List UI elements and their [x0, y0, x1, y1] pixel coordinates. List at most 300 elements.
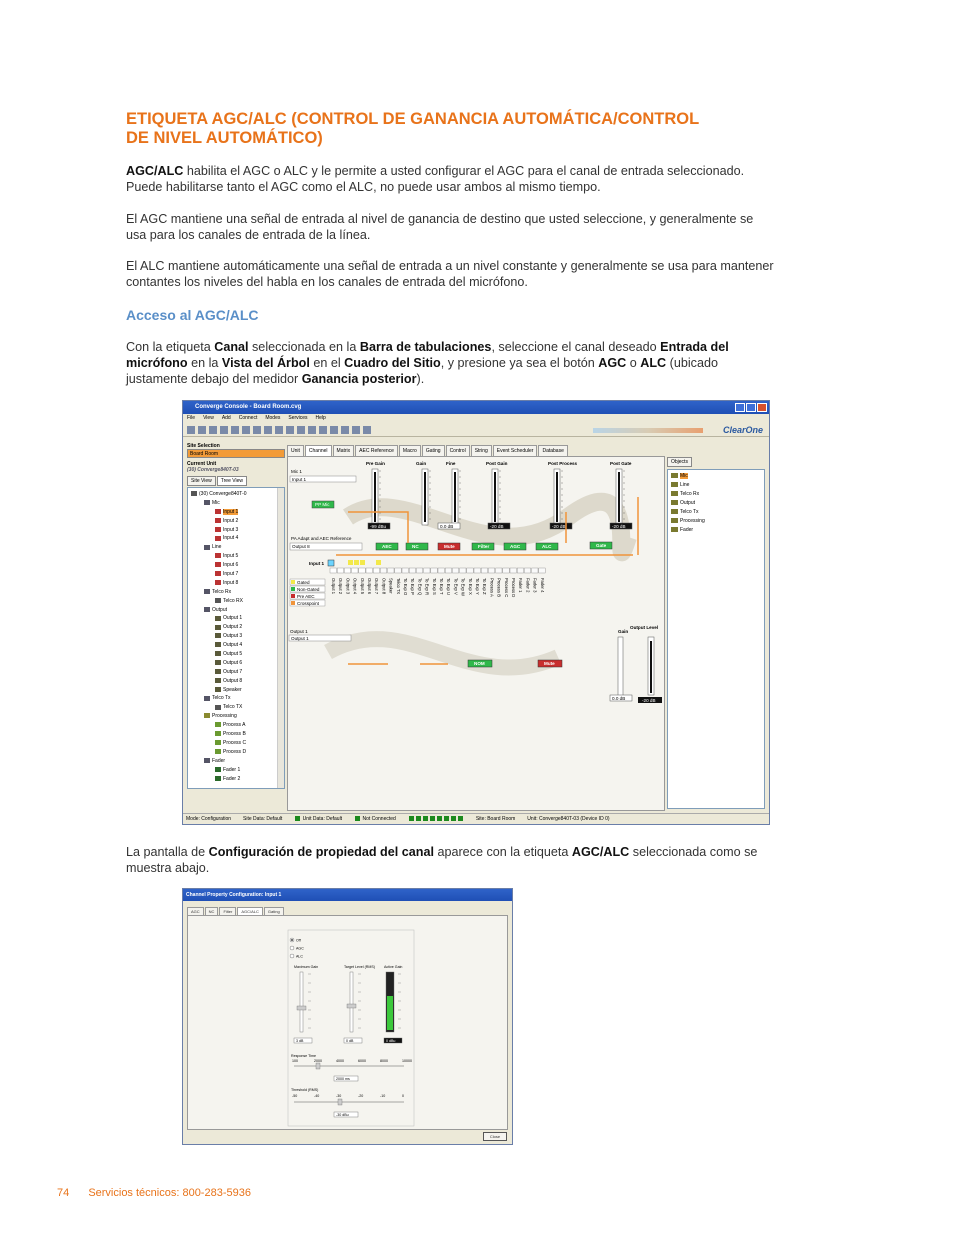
main-tab[interactable]: AEC Reference [355, 445, 398, 456]
input-indicator [328, 560, 334, 566]
text: seleccionada como se [629, 845, 758, 859]
text: o [626, 356, 641, 370]
diagram-label: Output 1 [290, 629, 308, 634]
matrix-column-label: To Exp Z [482, 578, 488, 595]
node-icon [215, 625, 221, 630]
matrix-cell[interactable] [496, 568, 502, 573]
tree-item[interactable] [191, 694, 281, 703]
menu-item[interactable]: Help [315, 415, 326, 421]
undo-icon[interactable] [253, 426, 261, 434]
level-control[interactable] [300, 972, 303, 1032]
object-item[interactable] [671, 472, 761, 481]
status-led-icon [295, 816, 300, 821]
property-tab[interactable]: NC [205, 907, 219, 916]
control-label: Response Time [291, 1054, 316, 1058]
tree-item[interactable] [191, 588, 281, 597]
status-leds [408, 814, 464, 824]
legend-swatch [291, 587, 295, 591]
status-conn [354, 814, 396, 824]
diagram-label: AEC [382, 544, 392, 549]
matrix-column-label: To Exp V [453, 578, 459, 595]
tree-item[interactable] [191, 766, 281, 775]
paragraph-agc [126, 211, 836, 243]
menu-item[interactable]: Services [288, 415, 308, 421]
status-connection: Not Connected [362, 816, 396, 822]
folder-icon [671, 518, 678, 523]
matrix-cell[interactable] [380, 568, 386, 573]
text: en la [187, 356, 222, 370]
control-label: Maximum Gain [294, 965, 319, 969]
tree-item[interactable] [191, 597, 281, 606]
stop-icon[interactable] [352, 426, 360, 434]
matrix-column-label: Speaker [388, 578, 394, 594]
node-icon [215, 651, 221, 656]
view-tabs [187, 476, 285, 486]
object-item[interactable] [671, 499, 761, 508]
status-unit [294, 814, 342, 824]
led-icon [416, 816, 421, 821]
tree-item-label: Input 5 [223, 553, 239, 560]
diagram-label: Crosspoint [297, 601, 319, 606]
node-icon [215, 553, 221, 558]
tree-item-label: Line [212, 544, 222, 551]
matrix-column-label: Fader 4 [539, 578, 545, 593]
control-label: 0 dBu [386, 1039, 396, 1043]
tree-item[interactable] [191, 650, 281, 659]
diagram-label: Gain [618, 629, 629, 634]
meter-bar [424, 472, 426, 522]
text: (ubicado [666, 356, 718, 370]
object-item[interactable] [671, 508, 761, 517]
object-label: Telco Tx [680, 509, 699, 515]
status-led-icon [355, 816, 360, 821]
tree-item[interactable] [191, 526, 281, 535]
text: seleccionada en la [248, 340, 360, 354]
meter-bar [618, 472, 620, 522]
matrix-cell[interactable] [352, 568, 358, 573]
heading-line-1: ETIQUETA AGC/ALC (CONTROL DE GANANCIA AUTOMÁTICA/CONTROL [126, 110, 700, 128]
node-icon [215, 767, 221, 772]
node-icon [215, 571, 221, 576]
objects-list [667, 469, 765, 809]
text: , seleccione el canal deseado [491, 340, 661, 354]
text: usa para los canales de entrada de la línea. [126, 228, 371, 242]
main-tab[interactable]: Event Scheduler [493, 445, 538, 456]
tree-item[interactable] [191, 543, 281, 552]
menu-item[interactable]: Add [221, 415, 231, 421]
tree-item[interactable] [191, 606, 281, 615]
copy-icon[interactable] [231, 426, 239, 434]
channel-panel [287, 445, 665, 811]
tree-item[interactable] [191, 757, 281, 766]
diagram-label: Post Gain [486, 461, 508, 466]
matrix-cell[interactable] [366, 568, 372, 573]
control-label: 10000 [402, 1059, 412, 1063]
close-icon[interactable] [757, 403, 767, 412]
tree-item[interactable] [191, 668, 281, 677]
node-icon [215, 731, 221, 736]
tree-item[interactable] [191, 490, 281, 499]
tree-item[interactable] [191, 508, 281, 517]
control-label: 0 [402, 1094, 404, 1098]
agc-alc-panel [187, 915, 508, 1130]
menu-item[interactable]: File [187, 415, 196, 421]
text: La pantalla de [126, 845, 209, 859]
text: en el [309, 356, 345, 370]
diagram-label: -20 dB [642, 698, 656, 703]
level-control[interactable] [350, 972, 353, 1032]
node-icon [215, 527, 221, 532]
main-tab[interactable]: Database [538, 445, 567, 456]
tree-item[interactable] [191, 730, 281, 739]
tree-item[interactable] [191, 703, 281, 712]
led-icon [458, 816, 463, 821]
tree-item[interactable] [191, 677, 281, 686]
tree-item-label: Output 1 [223, 615, 243, 622]
node-icon [215, 562, 221, 567]
tab-tree-view[interactable]: Tree View [217, 476, 247, 486]
diagram-label: -99 dBu [370, 524, 387, 529]
matrix-column-label: Telco TX [395, 578, 401, 595]
tree-item-label: Input 1 [223, 508, 239, 515]
tree-item-label: Input 6 [223, 562, 239, 569]
matrix-column-label: To Exp S [431, 578, 437, 595]
matrix-column-label: To Exp Q [417, 578, 423, 596]
slider-thumb[interactable] [316, 1063, 320, 1069]
site-selection-label: Site Selection [187, 443, 220, 449]
bold-term: Entrada del [660, 340, 729, 354]
main-tab[interactable]: Unit [287, 445, 304, 456]
main-tab[interactable]: Gating [422, 445, 445, 456]
matrix-cell[interactable] [467, 568, 473, 573]
diagram-label: Mute [544, 661, 555, 666]
tree-item-label: Output 3 [223, 633, 243, 640]
main-tab[interactable]: Macro [399, 445, 421, 456]
chart-icon[interactable] [330, 426, 338, 434]
matrix-column-label: To Exp P [410, 578, 416, 595]
object-label: Output [680, 500, 696, 506]
object-item[interactable] [671, 517, 761, 526]
tree-item[interactable] [191, 579, 281, 588]
diagram-label: NOM [474, 661, 485, 666]
meter-icon[interactable] [297, 426, 305, 434]
help-icon[interactable] [363, 426, 371, 434]
tree-item[interactable] [191, 659, 281, 668]
object-item[interactable] [671, 526, 761, 535]
tree-item[interactable] [191, 641, 281, 650]
edit-icon[interactable] [319, 426, 327, 434]
led-icon [430, 816, 435, 821]
tree-item-label: Mic [212, 499, 220, 506]
node-icon [215, 660, 221, 665]
node-icon [215, 687, 221, 692]
mode-radio[interactable] [290, 946, 294, 950]
subheading-access: Acceso al AGC/ALC [126, 307, 259, 323]
matrix-cell[interactable] [488, 568, 494, 573]
vertical-scrollbar[interactable] [277, 488, 284, 788]
crosspoint-indicator [354, 560, 359, 565]
matrix-cell[interactable] [452, 568, 458, 573]
meter-bar [374, 472, 376, 522]
matrix-column-label: To Exp O [403, 578, 408, 596]
tree-item-label: Output 4 [223, 642, 243, 649]
led-icon [451, 816, 456, 821]
node-icon [215, 669, 221, 674]
tree-item-label: Input 7 [223, 571, 239, 578]
tree-item[interactable] [191, 623, 281, 632]
matrix-column-label: Output 7 [374, 578, 380, 595]
tree-item-label: Output 6 [223, 659, 243, 666]
menu-item[interactable]: View [203, 415, 214, 421]
menu-bar [183, 414, 769, 423]
node-icon [215, 642, 221, 647]
cut-icon[interactable] [220, 426, 228, 434]
tree-item[interactable] [191, 721, 281, 730]
matrix-cell[interactable] [524, 568, 530, 573]
legend-swatch [291, 580, 295, 584]
connect-icon[interactable] [264, 426, 272, 434]
tree-item[interactable] [191, 570, 281, 579]
object-label: Telco Rx [680, 491, 700, 497]
matrix-cell[interactable] [424, 568, 430, 573]
control-label: -20 [358, 1094, 364, 1098]
object-label: Line [680, 482, 690, 488]
radio-dot [291, 939, 293, 941]
crosspoint-indicator [348, 560, 353, 565]
close-button[interactable]: Close [483, 1132, 507, 1141]
text: muestra abajo. [126, 861, 210, 875]
tree-item[interactable] [191, 499, 281, 508]
matrix-cell[interactable] [539, 568, 545, 573]
channel-property-screenshot [182, 888, 513, 1145]
slider-thumb[interactable] [347, 1004, 356, 1008]
slider-thumb[interactable] [297, 1006, 306, 1010]
property-tab[interactable]: Filter [219, 907, 236, 916]
tree-item-label: Processing [212, 713, 237, 720]
diagram-label: Non-Gated [297, 587, 320, 592]
matrix-column-label: To Exp U [446, 578, 452, 595]
object-label: Mic [680, 473, 688, 479]
site-value: Board Room [190, 451, 219, 457]
control-label: -50 [292, 1094, 298, 1098]
node-icon [215, 776, 221, 781]
matrix-column-label: Fader 1 [518, 578, 524, 593]
tree-item[interactable] [191, 517, 281, 526]
object-item[interactable] [671, 490, 761, 499]
site-panel [187, 443, 285, 811]
diagram-label: Output 8 [292, 544, 310, 549]
node-icon [204, 500, 210, 505]
minimize-icon[interactable] [735, 403, 745, 412]
matrix-cell[interactable] [395, 568, 401, 573]
matrix-cell[interactable] [438, 568, 444, 573]
status-site-data: Site Data: Default [243, 816, 283, 822]
property-tab[interactable]: AGC/ALC [237, 907, 263, 916]
main-tab[interactable]: Matrix [333, 445, 355, 456]
tree-item[interactable] [191, 552, 281, 561]
matrix-column-label: Output 8 [381, 578, 387, 595]
main-tab[interactable]: Channel [305, 445, 332, 456]
node-icon [204, 758, 210, 763]
tree-item-label: Input 2 [223, 517, 239, 524]
window-controls [735, 403, 767, 412]
tree-item-label: Process A [223, 722, 246, 729]
paragraph-config-screen [126, 844, 836, 876]
tree-item-label: Output [212, 606, 228, 613]
tree-item[interactable] [191, 712, 281, 721]
control-label: -40 [314, 1094, 320, 1098]
view-icon[interactable] [341, 426, 349, 434]
tree-item[interactable] [191, 739, 281, 748]
tree-item[interactable] [191, 748, 281, 757]
tree-item[interactable] [191, 614, 281, 623]
meter-bar [556, 472, 558, 522]
tree-item-label: Telco TX [223, 704, 243, 711]
matrix-cell[interactable] [445, 568, 451, 573]
matrix-cell[interactable] [373, 568, 379, 573]
meter-bar [650, 641, 652, 693]
object-label: Fader [680, 527, 694, 533]
matrix-column-label: To Exp W [460, 578, 466, 596]
control-label: 8000 [380, 1059, 388, 1063]
title-bar [183, 889, 512, 901]
main-tab[interactable]: String [471, 445, 492, 456]
diagram-label: Output 1 [291, 636, 309, 641]
meter-bar [494, 472, 496, 522]
diagram-label: 0.0 dB [612, 696, 626, 701]
tree-item[interactable] [191, 632, 281, 641]
matrix-column-label: Process C [503, 578, 509, 598]
led-icon [423, 816, 428, 821]
matrix-column-label: Output 5 [359, 578, 365, 595]
paste-icon[interactable] [242, 426, 250, 434]
matrix-column-label: To Exp T [439, 578, 444, 595]
node-icon [215, 705, 221, 710]
objects-panel [667, 457, 765, 811]
text: aparece con la etiqueta [433, 845, 572, 859]
grid-icon[interactable] [286, 426, 294, 434]
status-unit-data: Unit Data: Default [302, 816, 343, 822]
main-tab[interactable]: Control [446, 445, 470, 456]
channel-diagram [288, 457, 665, 811]
matrix-cell[interactable] [532, 568, 538, 573]
property-tab[interactable]: Gating [264, 907, 284, 916]
diagram-label: Pre Gain [366, 461, 385, 466]
title-bar [183, 401, 769, 414]
menu-item[interactable]: Modes [265, 415, 281, 421]
node-icon [215, 616, 221, 621]
crosspoint-indicator [376, 560, 381, 565]
tab-site-view[interactable]: Site View [187, 476, 216, 486]
output-level-group [630, 625, 658, 630]
status-bar [183, 813, 769, 824]
matrix-cell[interactable] [474, 568, 480, 573]
window-title: Converge Console - Board Room.cvg [195, 404, 302, 410]
matrix-cell[interactable] [337, 568, 343, 573]
diagram-label: AGC [510, 544, 521, 549]
page-number: 74 [57, 1187, 70, 1199]
matrix-cell[interactable] [359, 568, 365, 573]
matrix-cell[interactable] [416, 568, 422, 573]
matrix-cell[interactable] [402, 568, 408, 573]
diagram-label: Pre AEC [297, 594, 315, 599]
matrix-column-label: Output 1 [331, 578, 336, 595]
matrix-cell[interactable] [330, 568, 336, 573]
agc-alc-controls [188, 916, 509, 1131]
list-icon[interactable] [308, 426, 316, 434]
current-unit-label: Current Unit [187, 461, 217, 467]
control-label: ALC [296, 954, 303, 959]
text: , y presione ya sea el botón [440, 356, 599, 370]
diagram-label: 0.0 dB [440, 524, 454, 529]
diagram-label: -20 dB [552, 524, 566, 529]
status-mode: Mode: Configuration [186, 816, 232, 822]
control-label: Off [296, 938, 301, 943]
control-label: -30 dBu [336, 1113, 349, 1117]
tree-item[interactable] [191, 686, 281, 695]
matrix-cell[interactable] [344, 568, 350, 573]
control-label: Threshold (RMS) [291, 1088, 319, 1092]
output-gain-fader[interactable] [618, 637, 623, 699]
control-label: -30 [336, 1094, 342, 1098]
object-label: Processing [680, 518, 705, 524]
menu-item[interactable]: Connect [238, 415, 258, 421]
control-label: 6000 [358, 1059, 366, 1063]
tree-item[interactable] [191, 534, 281, 543]
site-selection-dropdown[interactable] [187, 449, 285, 458]
led-icon [444, 816, 449, 821]
tree-item-label: Input 4 [223, 535, 239, 542]
property-tab[interactable]: AGC [187, 907, 204, 916]
matrix-cell[interactable] [510, 568, 516, 573]
print-icon[interactable] [209, 426, 217, 434]
diagram-label: Gated [297, 580, 310, 585]
disconnect-icon[interactable] [275, 426, 283, 434]
text: El AGC mantiene una señal de entrada al nivel de ganancia de destino que usted seleccione, y generalmente se [126, 212, 754, 226]
mode-radio[interactable] [290, 954, 294, 958]
tree-item[interactable] [191, 775, 281, 784]
paragraph-alc [126, 258, 836, 290]
tree-item-label: Fader 2 [223, 775, 241, 782]
matrix-cell[interactable] [503, 568, 509, 573]
legend-swatch [291, 594, 295, 598]
node-icon [215, 580, 221, 585]
matrix-cell[interactable] [460, 568, 466, 573]
status-device: Unit: Converge840T-03 (Device ID 0) [527, 816, 610, 822]
tree-item-label: Output 8 [223, 677, 243, 684]
slider-thumb[interactable] [338, 1099, 342, 1105]
matrix-cell[interactable] [481, 568, 487, 573]
maximize-icon[interactable] [746, 403, 756, 412]
matrix-cell[interactable] [517, 568, 523, 573]
diagram-label: ALC [542, 544, 552, 549]
control-label: 4000 [336, 1059, 344, 1063]
text: justamente debajo del medidor [126, 372, 302, 386]
matrix-cell[interactable] [431, 568, 437, 573]
bold-term: AGC [598, 356, 627, 370]
object-item[interactable] [671, 481, 761, 490]
tree-item[interactable] [191, 561, 281, 570]
tree-item-label: Speaker [223, 686, 242, 693]
text: habilita el AGC o ALC y le permite a usted configurar el AGC para el canal de entrada seleccionado. [183, 164, 745, 178]
save-icon[interactable] [198, 426, 206, 434]
matrix-cell[interactable] [388, 568, 394, 573]
control-label: 100 [292, 1059, 298, 1063]
folder-icon [671, 509, 678, 514]
open-icon[interactable] [187, 426, 195, 434]
matrix-cell[interactable] [409, 568, 415, 573]
brand-bar [593, 428, 703, 433]
